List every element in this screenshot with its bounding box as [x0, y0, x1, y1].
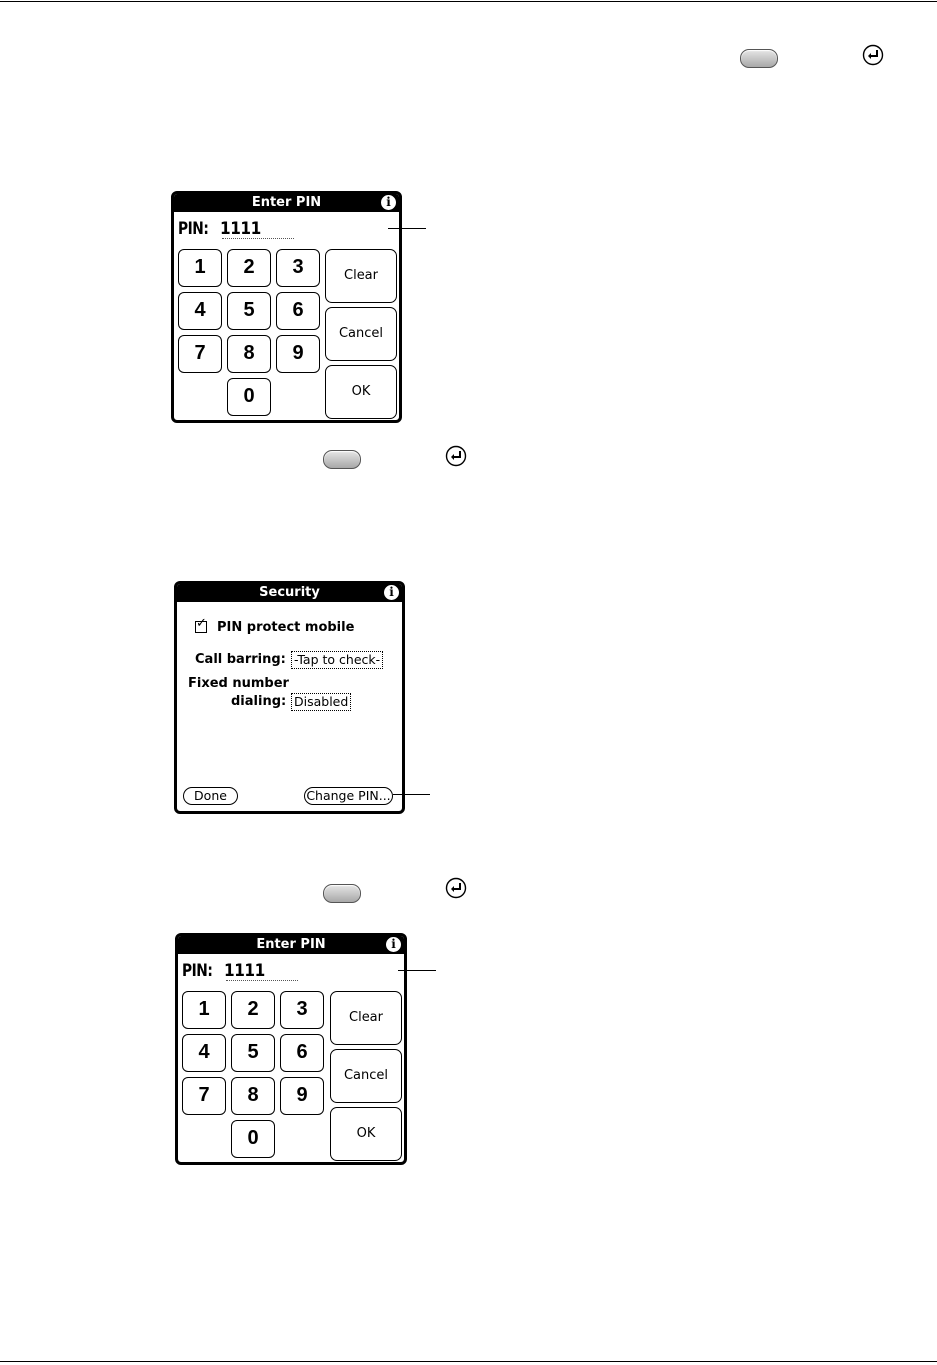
callout-line — [398, 970, 436, 971]
key-7[interactable]: 7 — [178, 335, 222, 373]
clear-button[interactable]: Clear — [330, 991, 402, 1045]
hard-button-icon — [323, 884, 361, 903]
callout-line — [393, 794, 430, 795]
bottom-rule — [0, 1361, 937, 1362]
cancel-button[interactable]: Cancel — [325, 307, 397, 361]
key-6[interactable]: 6 — [280, 1034, 324, 1072]
enter-stroke-icon — [862, 44, 884, 66]
info-icon[interactable]: i — [384, 585, 399, 600]
fixed-dialing-label-line2: dialing: — [231, 694, 287, 709]
key-1[interactable]: 1 — [178, 249, 222, 287]
key-5[interactable]: 5 — [227, 292, 271, 330]
pin-field[interactable]: 1111 — [220, 219, 261, 239]
pin-protect-label: PIN protect mobile — [217, 620, 355, 635]
info-icon[interactable]: i — [386, 937, 401, 952]
fixed-dialing-trigger[interactable]: Disabled — [291, 693, 351, 711]
key-3[interactable]: 3 — [280, 991, 324, 1029]
done-button[interactable]: Done — [183, 787, 238, 805]
key-5[interactable]: 5 — [231, 1034, 275, 1072]
enter-pin-dialog-1 — [171, 191, 402, 423]
pin-label: PIN: — [182, 961, 213, 981]
top-rule — [0, 1, 937, 2]
hard-button-icon — [740, 49, 778, 68]
key-4[interactable]: 4 — [178, 292, 222, 330]
call-barring-label: Call barring: — [195, 652, 286, 667]
key-8[interactable]: 8 — [227, 335, 271, 373]
key-9[interactable]: 9 — [276, 335, 320, 373]
pin-field-underline — [226, 980, 298, 981]
key-0[interactable]: 0 — [227, 378, 271, 416]
key-8[interactable]: 8 — [231, 1077, 275, 1115]
key-4[interactable]: 4 — [182, 1034, 226, 1072]
key-0[interactable]: 0 — [231, 1120, 275, 1158]
pin-protect-checkbox[interactable] — [195, 621, 207, 633]
pin-label: PIN: — [178, 219, 209, 239]
key-7[interactable]: 7 — [182, 1077, 226, 1115]
enter-pin-dialog-2 — [175, 933, 407, 1165]
info-icon[interactable]: i — [381, 195, 396, 210]
pin-field-underline — [222, 238, 294, 239]
key-6[interactable]: 6 — [276, 292, 320, 330]
key-2[interactable]: 2 — [227, 249, 271, 287]
enter-stroke-icon — [445, 445, 467, 467]
callout-line — [388, 228, 426, 229]
key-9[interactable]: 9 — [280, 1077, 324, 1115]
dialog-title: Enter PIN i — [178, 936, 404, 954]
ok-button[interactable]: OK — [325, 365, 397, 419]
cancel-button[interactable]: Cancel — [330, 1049, 402, 1103]
key-2[interactable]: 2 — [231, 991, 275, 1029]
enter-stroke-icon — [445, 877, 467, 899]
key-1[interactable]: 1 — [182, 991, 226, 1029]
ok-button[interactable]: OK — [330, 1107, 402, 1161]
pin-field[interactable]: 1111 — [224, 961, 265, 981]
key-3[interactable]: 3 — [276, 249, 320, 287]
fixed-dialing-label-line1: Fixed number — [188, 676, 289, 691]
change-pin-button[interactable]: Change PIN... — [304, 787, 393, 805]
dialog-title: Security i — [177, 584, 402, 602]
security-dialog — [174, 581, 405, 814]
dialog-title: Enter PIN i — [174, 194, 399, 212]
clear-button[interactable]: Clear — [325, 249, 397, 303]
call-barring-trigger[interactable]: -Tap to check- — [291, 651, 383, 669]
hard-button-icon — [323, 450, 361, 469]
